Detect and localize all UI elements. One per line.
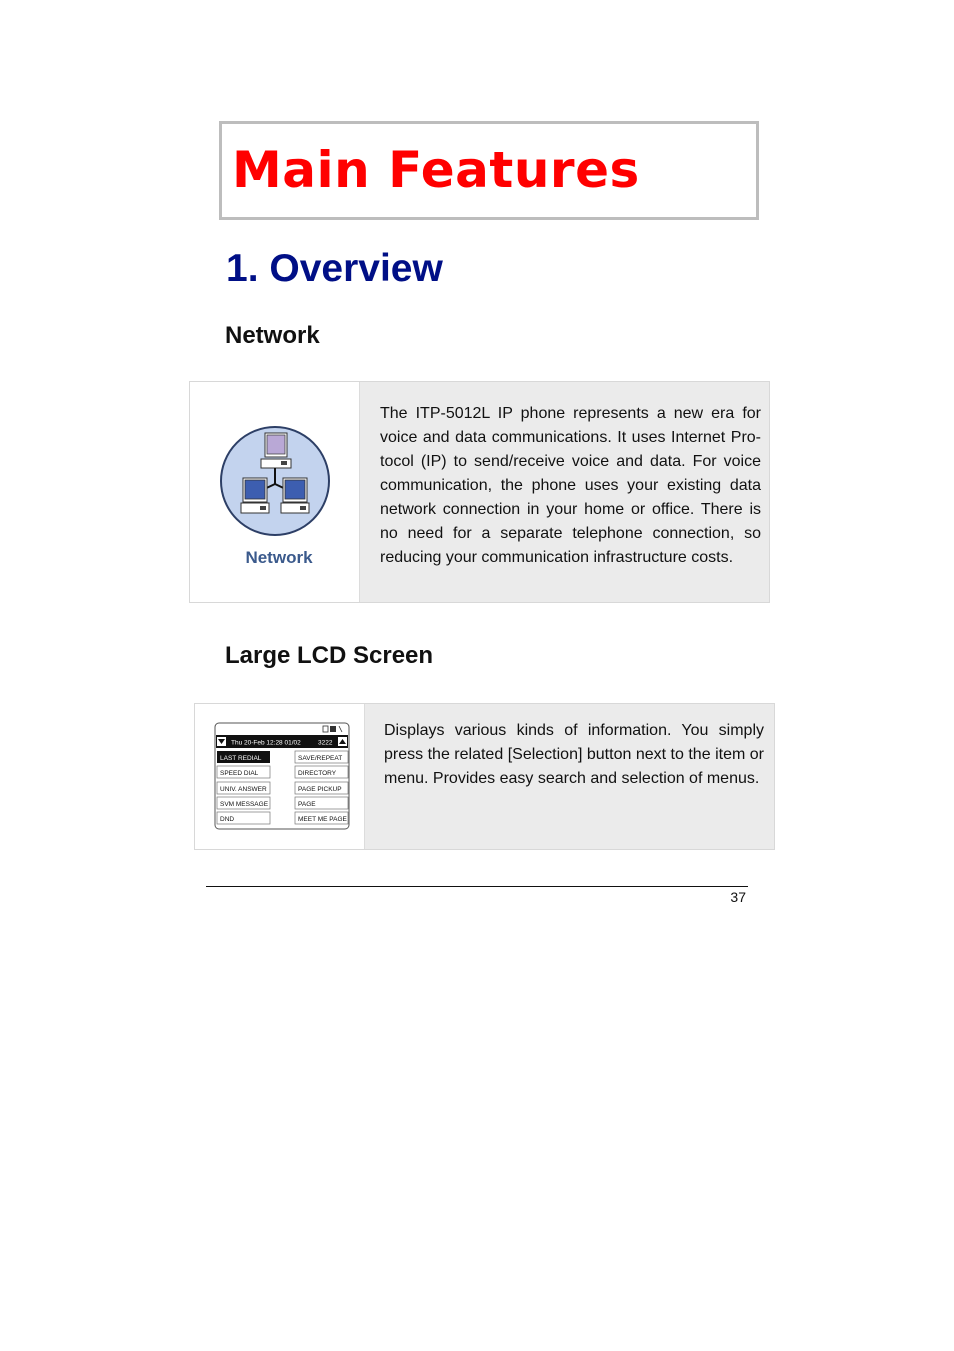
chapter-title: Main Features [232, 141, 640, 199]
lcd-menu-item: LAST REDIAL [220, 755, 262, 762]
lcd-status-ext: 3222 [318, 739, 333, 747]
network-feature-box [189, 381, 770, 603]
lcd-right-menu [295, 751, 348, 824]
section-title: 1. Overview [226, 247, 443, 290]
lcd-description: Displays various kinds of information. You simply press the related [Selection] button next to the item or menu. Provides easy search and selection of menus. [384, 722, 764, 787]
chapter-title-box [219, 121, 759, 220]
lcd-menu-item: PAGE PICKUP [298, 786, 342, 793]
lcd-feature-box [194, 703, 775, 850]
network-icon [190, 382, 368, 602]
page-number: 37 [730, 889, 746, 905]
lcd-status-line: Thu 20-Feb 12:28 01/02 [231, 739, 301, 747]
lcd-menu-item: SVM MESSAGE [220, 801, 269, 808]
lcd-menu-item: SAVE/REPEAT [298, 755, 343, 762]
lcd-menu-item: SPEED DIAL [220, 770, 259, 777]
footer-rule [206, 886, 748, 887]
lcd-screen-image [195, 704, 364, 849]
lcd-menu-item: PAGE [298, 801, 316, 808]
lcd-menu-item: DND [220, 816, 235, 823]
lcd-left-menu [217, 751, 270, 824]
lcd-image-cell [195, 704, 365, 849]
network-description: The ITP-5012L IP phone represents a new era for voice and data communications. It uses Internet Pro-tocol (IP) to send/receive voice and data. For voice communication, the phone uses your existing data network connection in your home or office. There is no need for a separate telephone connection, so reducing your communication infrastructure costs. [380, 405, 761, 566]
network-image-cell [190, 382, 360, 602]
lcd-menu-item: DIRECTORY [298, 770, 337, 777]
network-heading: Network [225, 322, 320, 349]
lcd-heading: Large LCD Screen [225, 642, 434, 669]
lcd-menu-item: UNIV. ANSWER [220, 786, 267, 793]
network-image-caption: Network [245, 548, 313, 567]
lcd-menu-item: MEET ME PAGE [298, 816, 347, 823]
